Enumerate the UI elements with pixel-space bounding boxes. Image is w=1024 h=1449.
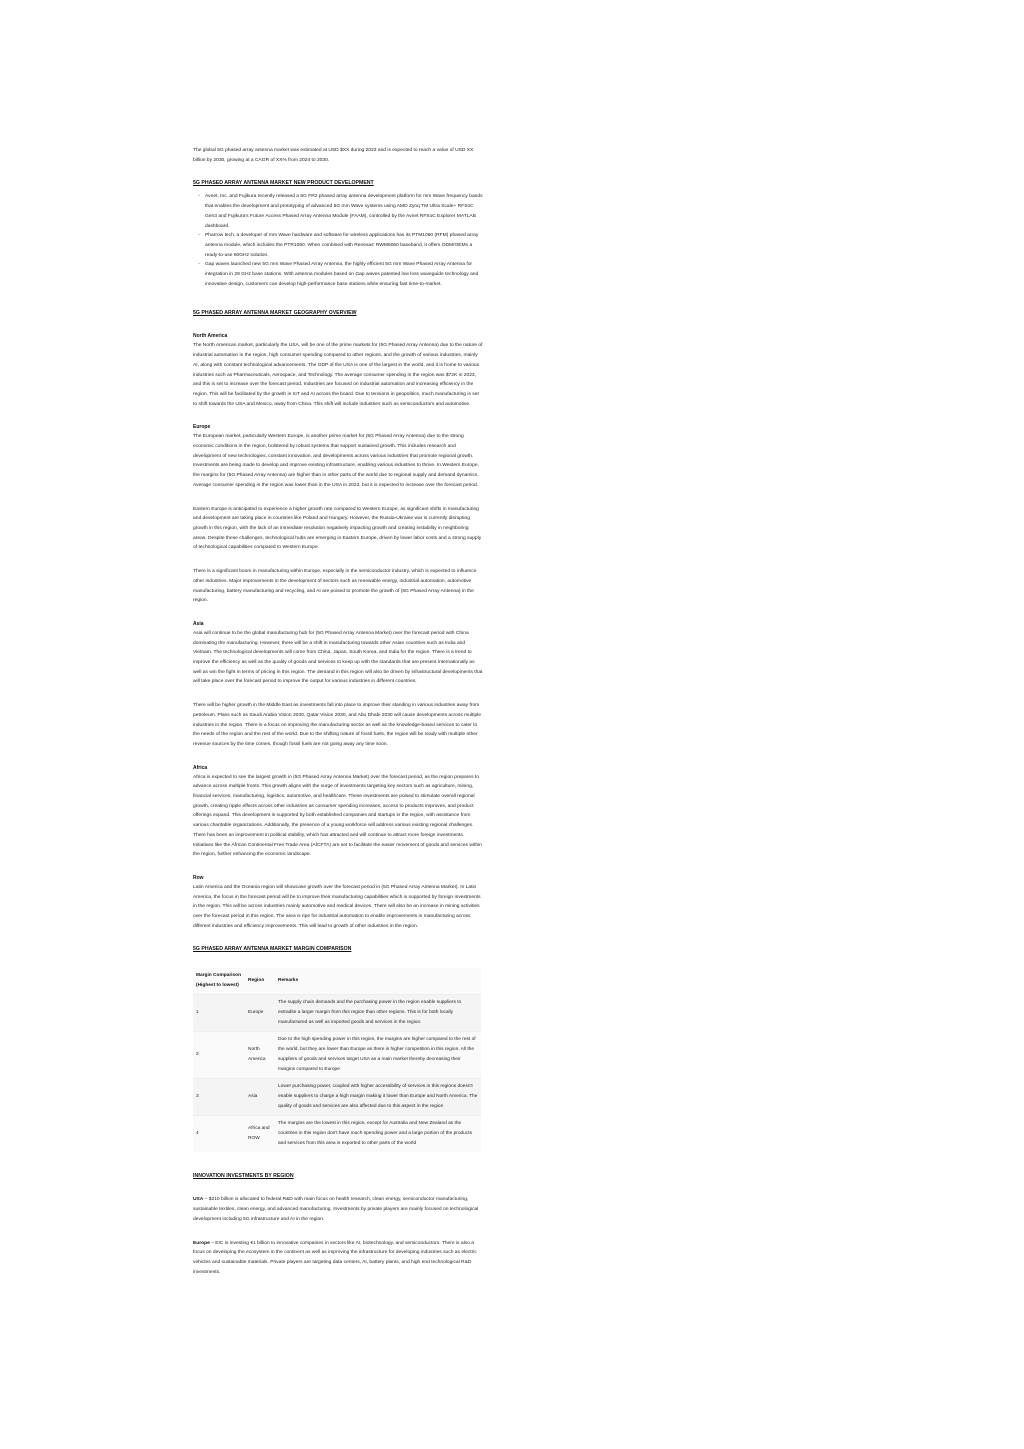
europe-paragraph-2: Eastern Europe is anticipated to experience a higher growth rate compared to Western Europe, as significant shifts in manufacturing and development are taking place in countries like Poland and Hungary. However, the Russia-Ukraine war is currently disrupting growth in this region, with the lack of an immediate resolution negatively impacting growth and creating instability in neighboring areas. Despite these challenges, technological hubs are emerging in Eastern Europe, driven by lower labor costs and a strong supply of technological capabilities compared to Western Europe. [193,506,482,551]
europe-investment-paragraph [193,1239,483,1278]
region-title-europe: Europe [193,424,211,431]
list-item: ◦ Avnet, Inc. and Fujikura recently released a 5G FR2 phased array antenna development platform for mm Wave frequency bands that enables the development and prototyping of advanced 5G mm Wave systems using AMD Zynq TM Ultra Scale+ RFSoC Gen3 and Fujikura's Future Access Phased Array Antenna Module (FAAM), controlled by the Avnet RFSoC Explorer MATLAB dashboard. [205,192,483,231]
column-header-margin: Margin Comparison (Highest to lowest) [196,973,242,989]
asia-paragraph-2: There will be higher growth in the Middle East as investments fall into place to improve their standing in various industries away from petroleum. Plans such as Saudi Arabia Vision 2030, Qatar Vision 2030, and Abu Dhabi 2030 will cause developments across multiple industries in the region. There is a focus on improving the manufacturing sector as well as the knowledge-based services to cater to the needs of the region and the rest of the world. Due to the shifting nature of fossil fuels, the region will be ready with multiple other revenue sources by the time comes, though fossil fuels are not going away any time soon. [193,703,481,747]
section-heading-new-product: 5G PHASED ARRAY ANTENNA MARKET NEW PRODUCT DEVELOPMENT [193,180,374,187]
region-cell: North America [245,1032,275,1079]
table-row [193,1116,481,1153]
europe-label: Europe [193,1240,210,1246]
list-item: ◦ Gap waves launched new 5G mm Wave Phased Array Antenna, the highly efficient 5G mm Wave Phased Array Antenna for integration in 28 GHz base stations. With antenna modules based on Gap waves patented low loss waveguide technology and innovative design, customers can develop high-performance base stations while ensuring fast time-to-market. [205,260,483,289]
remarks-cell: Lower purchasing power, coupled with higher accessibility of services in this regions doesn't enable suppliers to charge a high margin making it lower than Europe and North America. The quality of goods and services are also affected due to this aspect in the region [275,1079,481,1116]
rank-cell: 2 [193,1032,245,1079]
region-title-africa: Africa [193,764,208,771]
list-item: ◦ Pharrow tech, a developer of mm Wave hardware and software for wireless applications has its PTM1060 (RFM) phased array antenna module, which includes the PTR1060. When combined with Renesas' RWM6050 baseband, it offers ODM/OEMs a ready-to-use 60GHz solution. [205,231,483,260]
table-row [193,1079,481,1116]
europe-paragraph-3: There is a significant boom in manufacturing within Europe, especially in the semiconductor industry, which is expected to influence other industries. Major improvements in the development of sectors such as renewable energy, industrial automation, automotive manufacturing, battery manufacturing and recycling, and AI are poised to promote the growth of (5G Phased Array Antenna) in the region. [193,569,477,604]
africa-paragraph: Africa is expected to see the largest growth in (5G Phased Array Antenna Market) over the forecast period, as the region prepares to advance across multiple fronts. This growth aligns with the surge of investments targeting key sectors such as agriculture, mining, financial services, manufacturing, logistics, automotive, and healthcare. These investments are poised to stimulate overall regional growth, creating ripple effects across other industries as consumer spending increases, access to products improves, and product offerings expand. This development is supported by both established companies and startups in the region, with assistance from various charitable organizations. Additionally, the presence of a young workforce will address various existing regional challenges. There has been an improvement in political stability, which has attracted and will continue to attract more foreign investments. Initiatives like the African Continental Free Trade Area (AfCFTA) are set to facilitate the easier movement of goods and services within the region, further enhancing the economic landscape. [193,774,482,858]
new-product-list [193,192,483,289]
column-header-region: Region [248,978,265,984]
region-cell: Asia [245,1079,275,1116]
remarks-cell: The supply chain demands and the purchasing power in the region enable suppliers to extradite a larger margin from this region than other regions. This is for both locally manufactured as well as imported goods and services in the region. [275,995,481,1032]
remarks-cell: The margins are the lowest in this region, except for Australia and New Zealand as the countries in this region don't have much spending power and a large portion of the products and services from this area is exported to other parts of the world [275,1116,481,1153]
section-heading-geography: 5G PHASED ARRAY ANTENNA MARKET GEOGRAPHY OVERVIEW [193,310,357,317]
intro-paragraph: The global 5G phased array antenna market was estimated at USD $XX during 2023 and is expected to reach a value of USD XX billion by 2030, growing at a CAGR of XX% from 2024 to 2030. [193,148,474,163]
section-heading-innovation: INNOVATION INVESTMENTS BY REGION [193,1173,294,1180]
rank-cell: 3 [193,1079,245,1116]
region-title-north-america: North America [193,333,228,340]
region-cell: Europe [245,995,275,1032]
document [193,146,483,1277]
north-america-paragraph: The North American market, particularly the USA, will be one of the prime markets for (5G Phased Array Antenna) due to the nature of industrial automation in the region, high consumer spending compared to other regions, and the growth of various industries, mainly AI, along with constant technological advancements. The GDP of the USA is one of the largest in the world, and it is home to various industries such as Pharmaceuticals, Aerospace, and Technology. The average consumer spending in the region was $72K in 2023, and this is set to increase over the forecast period. Industries are focused on industrial automation and increasing efficiency in the region. This will be facilitated by the growth in IoT and AI across the board. Due to tensions in geopolitics, much manufacturing is set to shift towards the USA and Mexico, away from China. This shift will include industries such as semiconductors and automotive. [193,343,483,407]
usa-investment-paragraph [193,1195,483,1224]
rank-cell: 4 [193,1116,245,1153]
row-paragraph: Latin America and the Oceania region will showcase growth over the forecast period in (5G Phased Array Antenna Market). In Latin America, the focus in the forecast period will be to improve their manufacturing capabilities which is supported by foreign investments in the region. This will be across industries mainly automotive and medical devices. There will also be an increase in mining activities over the forecast period in this region. The area is ripe for industrial automation to enable improvements in manufacturing across different industries and efficiency improvements. This will lead to growth of other industries in the region. [193,884,481,929]
asia-paragraph-1: Asia will continue to be the global manufacturing hub for (5G Phased Array Antenna Market) over the forecast period with China dominating the manufacturing. However, there will be a shift in manufacturing towards other Asian countries such as India and Vietnam. The technological developments will come from China, Japan, South Korea, and India for the region. There is a trend to improve the efficiency as well as the quality of goods and services to keep up with the standards that are present internationally as well as win the fight in terms of pricing in this region. The demand in this region will also be driven by infrastructural developments that will take place over the forecast period to improve the output for various industries in different countries. [193,630,483,685]
remarks-cell: Due to the high spending power in this region, the margins are higher compared to the rest of the world, but they are lower than Europe as there is higher competition in this region. All the suppliers of goods and services target USA as a main market thereby decreasing their margins compared to Europe [275,1032,481,1079]
region-cell: Africa and ROW [245,1116,275,1153]
europe-text: – EIC is investing €1 billion to innovative companies in sectors like AI, biotechnology, and semiconductors. There is also a focus on developing the ecosystem in the continent as well as improving the infrastructure for developing industries such as electric vehicles and sustainable materials. Private players are targeting data centers, AI, battery plants, and high end technological R&D investments. [193,1240,477,1275]
table-row [193,1032,481,1079]
section-heading-margin: 5G PHASED ARRAY ANTENNA MARKET MARGIN COMPARISON [193,946,352,953]
table-row [193,995,481,1032]
europe-paragraph-1: The European market, particularly Western Europe, is another prime market for (5G Phased Array Antenna) due to the strong economic conditions in the region, bolstered by robust systems that support sustained growth. This includes research and development of new technologies, constant innovation, and developments across various industries that promote regional growth. Investments are being made to develop and improve existing infrastructure, enabling various industries to thrive. In Western Europe, the margins for (5G Phased Array Antenna) are higher than in other parts of the world due to regional supply and demand dynamics. Average consumer spending in the region was lower than in the USA in 2023, but it is expected to increase over the forecast period. [193,434,479,488]
usa-label: USA [193,1197,204,1203]
column-header-remarks: Remarks [278,978,299,984]
margin-comparison-table [193,968,481,1152]
region-title-asia: Asia [193,620,204,627]
rank-cell: 1 [193,995,245,1032]
usa-text: – $210 billion is allocated to federal R&D with main focus on health research, clean energy, semiconductor manufacturing, sustainable textiles, clean energy, and advanced manufacturing. Investments by private players are mainly focused on technological development including 5G infrastructure and AI in the region. [193,1197,479,1222]
region-title-row: Row [193,874,204,881]
